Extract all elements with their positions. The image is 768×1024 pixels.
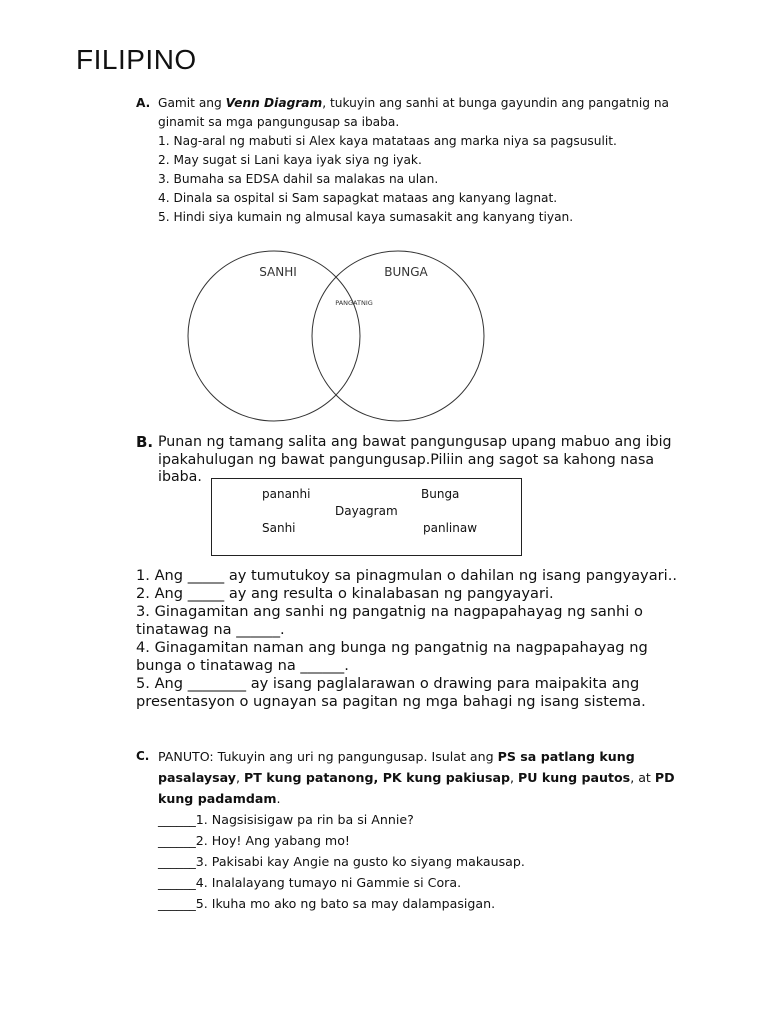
classify-item: ______1. Nagsisisigaw pa rin ba si Annie?	[158, 812, 414, 827]
venn-right-label: BUNGA	[384, 265, 428, 279]
section-c-code-pu: PU kung pautos	[517, 770, 631, 785]
sentence-item: 1. Nag-aral ng mabuti si Alex kaya matataas ang marka niya sa pagsusulit.	[158, 134, 617, 148]
word-bank-item: Dayagram	[335, 504, 398, 518]
classify-item: ______3. Pakisabi kay Angie na gusto ko siyang makausap.	[158, 854, 525, 869]
section-a	[136, 94, 696, 227]
section-b-instructions: Punan ng tamang salita ang bawat pangungusap upang mabuo ang ibig ipakahulugan ng bawat pangungusap.Piliin ang sagot sa kahong nasa ibaba.	[158, 434, 672, 485]
section-c-text: ,	[509, 770, 518, 785]
section-c-text: .	[276, 791, 281, 806]
section-a-sentence-list	[136, 132, 696, 227]
sentence-item: 3. Bumaha sa EDSA dahil sa malakas na ulan.	[158, 172, 439, 186]
section-c-code-pt-pk: PT kung patanong, PK kung pakiusap	[243, 770, 510, 785]
venn-diagram	[186, 248, 496, 424]
fill-in-blanks-list	[136, 567, 696, 711]
fill-in-item: 3. Ginagamitan ang sanhi ng pangatnig na nagpapahayag ng sanhi o tinatawag na ______.	[136, 603, 643, 638]
sentence-item: 4. Dinala sa ospital si Sam sapagkat mataas ang kanyang lagnat.	[158, 191, 558, 205]
section-c-text: , at	[630, 770, 655, 785]
section-c-instructions	[158, 746, 696, 809]
section-a-instructions	[158, 94, 696, 132]
word-bank-item: Sanhi	[262, 521, 296, 535]
section-c-text: PANUTO: Tukuyin ang uri ng pangungusap. Isulat ang	[158, 749, 498, 764]
fill-in-item: 2. Ang _____ ay ang resulta o kinalabasan ng pangyayari.	[136, 585, 554, 602]
sentence-item: 5. Hindi siya kumain ng almusal kaya sumasakit ang kanyang tiyan.	[158, 210, 574, 224]
fill-in-item: 5. Ang ________ ay isang paglalarawan o drawing para maipakita ang presentasyon o ugnayan sa pagitan ng mga bahagi ng isang sistema.	[136, 675, 646, 710]
classify-item: ______5. Ikuha mo ako ng bato sa may dalampasigan.	[158, 896, 496, 911]
section-c-sentence-list	[136, 809, 696, 914]
section-a-intro-text-end: , tukuyin ang sanhi at bunga gayundin ang pangatnig na ginamit sa mga pangungusap sa ibaba.	[158, 96, 670, 129]
word-bank-box	[211, 478, 522, 556]
section-a-intro-emphasis: Venn Diagram	[225, 96, 323, 110]
venn-middle-label: PANGATNIG	[335, 299, 373, 307]
section-c-code-ps: PS sa patlang kung pasalaysay	[158, 749, 635, 785]
section-a-intro-text: Gamit ang	[158, 96, 226, 110]
section-c-label: C.	[136, 749, 150, 763]
word-bank-item: panlinaw	[423, 521, 478, 535]
section-c	[136, 746, 696, 914]
venn-left-label: SANHI	[259, 265, 297, 279]
classify-item: ______2. Hoy! Ang yabang mo!	[158, 833, 350, 848]
section-a-label: A.	[136, 96, 151, 110]
classify-item: ______4. Inalalayang tumayo ni Gammie si Cora.	[158, 875, 462, 890]
fill-in-item: 4. Ginagamitan naman ang bunga ng pangatnig na nagpapahayag ng bunga o tinatawag na ______.	[136, 639, 648, 674]
page-title: FILIPINO	[76, 44, 197, 75]
section-c-text: ,	[235, 770, 244, 785]
section-b-label: B.	[136, 433, 154, 451]
section-c-code-pd: PD kung padamdam	[158, 770, 675, 806]
fill-in-item: 1. Ang _____ ay tumutukoy sa pinagmulan o dahilan ng isang pangyayari..	[136, 567, 677, 584]
sentence-item: 2. May sugat si Lani kaya iyak siya ng iyak.	[158, 153, 422, 167]
word-bank-item: Bunga	[421, 487, 460, 501]
word-bank-item: pananhi	[262, 487, 311, 501]
